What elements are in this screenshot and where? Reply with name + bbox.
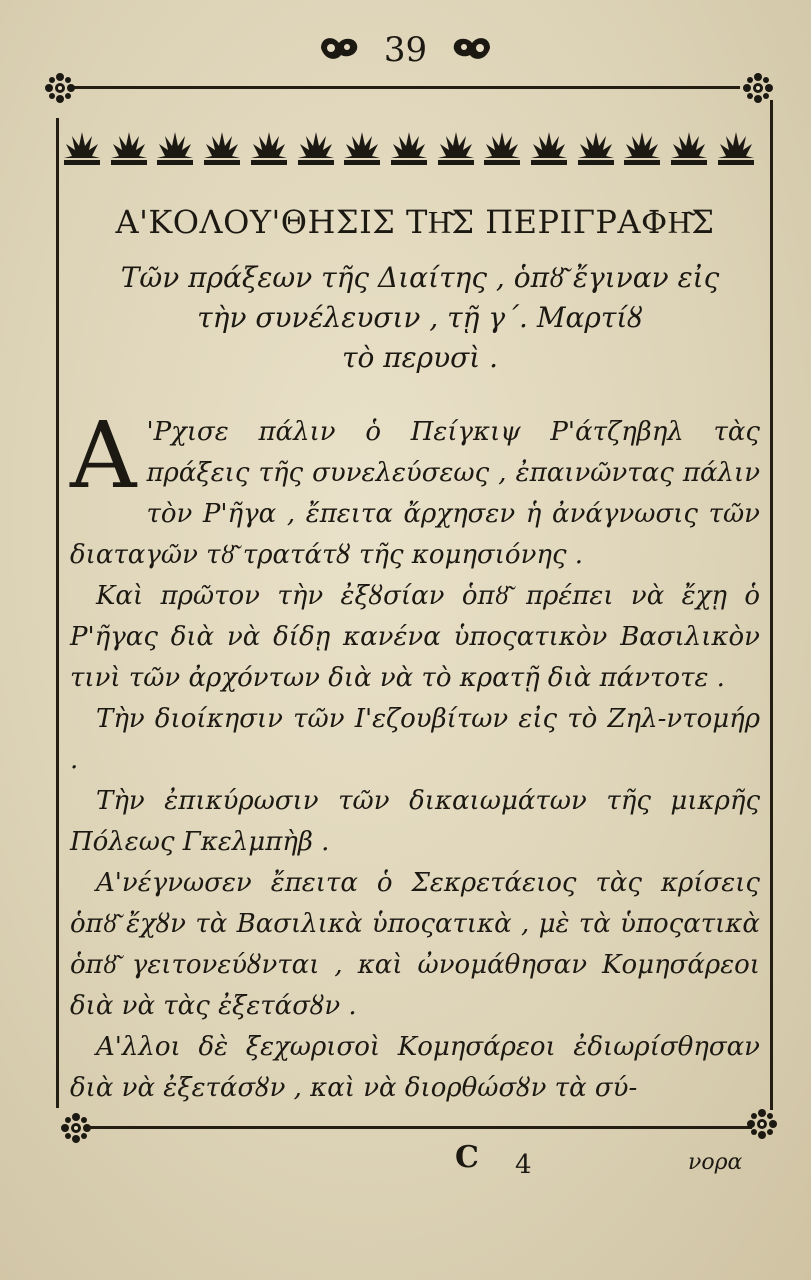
fleuron-left-icon <box>317 32 361 72</box>
paragraph: Τὴν ἐπικύρωσιν τῶν δικαιωμάτων τῆς μικρῆς Πόλεως Γκελμπὴβ . <box>70 786 760 857</box>
subtitle-line: Τῶν πράξεων τῆς Διαίτης , ὁπȣ͂ ἔγιναν εἰς <box>120 261 720 294</box>
palmette-icon <box>576 128 616 168</box>
palmette-icon <box>202 128 242 168</box>
palmette-icon <box>389 128 429 168</box>
palmette-icon <box>342 128 382 168</box>
paragraph: Α'νέγνωσεν ἔπειτα ὁ Σεκρετάειος τὰς κρίσεις ὁπȣ͂ ἔχȣν τὰ Βασιλικὰ ὑποςατικὰ , μὲ τὰ ὑποςατικὰ ὁπȣ͂ γειτονεύȣνται , καὶ ὠνομάθησαν Κομησάρεοι διὰ νὰ τὰς ἐξετάσȣν . <box>70 868 760 1021</box>
page-number: 39 <box>383 30 428 70</box>
palmette-icon <box>436 128 476 168</box>
rosette-bottom-right-icon <box>746 1108 778 1144</box>
signature-letter: C <box>455 1140 479 1175</box>
bottom-rule <box>88 1126 752 1129</box>
palmette-icon <box>296 128 336 168</box>
palmette-icon <box>529 128 569 168</box>
rosette-top-left-icon <box>44 72 76 108</box>
subtitle-line: τὸ περυσὶ . <box>341 341 499 374</box>
palmette-icon <box>622 128 662 168</box>
body-text <box>70 402 760 1109</box>
paragraph <box>70 402 760 576</box>
paragraph: Καὶ πρῶτον τὴν ἐξȣσίαν ὁπȣ͂ πρέπει νὰ ἔχῃ ὁ Ρ'ῆγας διὰ νὰ δίδῃ κανένα ὑποςατικὸν Βασιλικὸν τινὶ τῶν ἀρχόντων διὰ νὰ τὸ κρατῇ διὰ πάντοτε . <box>70 581 760 693</box>
page-header <box>0 30 811 72</box>
ornamental-headpiece <box>62 124 756 168</box>
frame-left-rule <box>56 118 59 1108</box>
palmette-icon <box>109 128 149 168</box>
palmette-icon <box>155 128 195 168</box>
paragraph: Α'λλοι δὲ ξεχωρισοὶ Κομησάρεοι ἐδιωρίσθησαν διὰ νὰ ἐξετάσȣν , καὶ νὰ διορθώσȣν τὰ σύ- <box>70 1032 760 1103</box>
signature-number: 4 <box>515 1150 532 1180</box>
subtitle-line: τὴν συνέλευσιν , τῇ γ΄. Μαρτίȣ <box>197 301 643 334</box>
paragraph: Τὴν διοίκησιν τῶν Ι'εζουβίτων εἰς τὸ Ζηλ-ντομήρ . <box>70 704 760 775</box>
palmette-icon <box>482 128 522 168</box>
palmette-icon <box>716 128 756 168</box>
frame-right-rule <box>770 100 773 1110</box>
fleuron-right-icon <box>450 32 494 72</box>
section-subtitle <box>90 258 750 378</box>
top-rule <box>72 86 740 89</box>
catchword: νορα <box>688 1150 743 1175</box>
rosette-bottom-left-icon <box>60 1112 92 1148</box>
paragraph-text: 'Ρχισε πάλιν ὁ Πείγκιψ Ρ'άτζηβηλ τὰς πράξεις τῆς συνελεύσεως , ἐπαινῶντας πάλιν τὸν Ρ'ῆγα , ἔπειτα ἄρχησεν ἡ ἀνάγνωσις τῶν διαταγῶν τȣ͂ τρατάτȣ τῆς κομησιόνης . <box>70 417 760 570</box>
palmette-icon <box>62 128 102 168</box>
section-title: Α'ΚΟΛΟΥ'ΘΗΣΙΣ ΤΗ͂Σ ΠΕΡΙΓΡΑΦΗ͂Σ <box>115 203 715 241</box>
palmette-icon <box>669 128 709 168</box>
palmette-icon <box>249 128 289 168</box>
drop-cap: Α <box>70 402 137 509</box>
